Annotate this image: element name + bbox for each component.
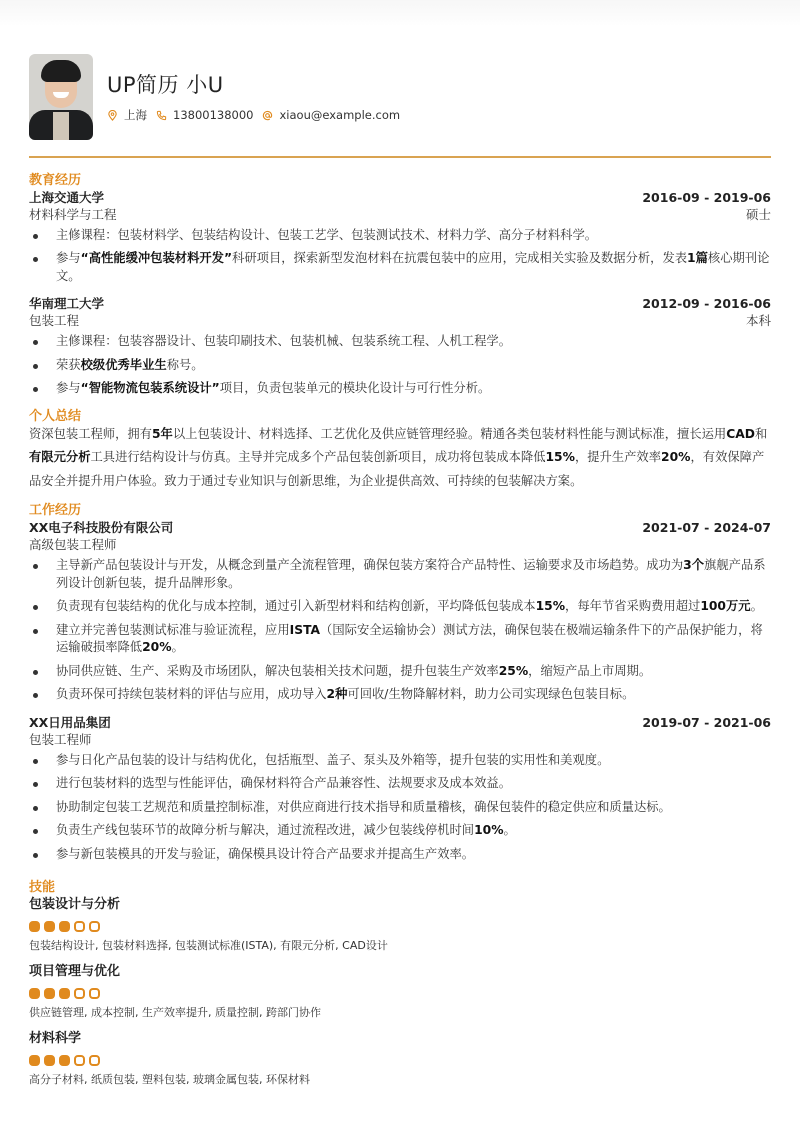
date-range: 2021-07 - 2024-07: [642, 520, 771, 535]
text-run: 。: [503, 823, 516, 837]
job-title: 包装工程师: [29, 731, 92, 747]
resume-page: [29, 54, 771, 1087]
education-section: [29, 172, 771, 398]
emphasis-text: 10%: [474, 823, 504, 837]
rating-dot-filled-icon: [44, 921, 55, 932]
section-title: 教育经历: [29, 172, 82, 188]
skill-name: 材料科学: [29, 1031, 82, 1046]
skill-item: [29, 1030, 771, 1087]
bullet-item: [29, 557, 771, 592]
summary-text: [29, 423, 771, 494]
emphasis-text: “智能物流包装系统设计”: [80, 381, 220, 395]
text-run: 主修课程：包装材料学、包装结构设计、包装工艺学、包装测试技术、材料力学、高分子材料科学。: [56, 227, 598, 242]
work-item: [29, 714, 771, 864]
rating-dot-empty-icon: [74, 921, 85, 932]
bullet-item: [29, 598, 771, 616]
major: 材料科学与工程: [29, 206, 117, 222]
bullet-list: [29, 333, 771, 398]
bullet-item: [29, 822, 771, 840]
text-run: 荣获: [56, 357, 81, 372]
emphasis-text: CAD: [726, 426, 755, 441]
rating-dot-filled-icon: [29, 988, 40, 999]
text-run: 。: [750, 599, 763, 613]
summary-section: [29, 408, 771, 494]
major: 包装工程: [29, 313, 80, 328]
bullet-item: [29, 686, 771, 704]
text-run: 建立并完善包装测试标准与验证流程，应用: [56, 622, 290, 637]
text-run: 可回收/生物降解材料，助力公司实现绿色包装目标。: [347, 687, 635, 701]
bullet-item: [29, 250, 771, 285]
work-section: [29, 502, 771, 863]
emphasis-text: 15%: [535, 599, 566, 613]
bullet-item: [29, 622, 771, 657]
text-run: （国际安全运输协会）测试方法，确保包装在极端运输条件下的产品保护能力，将运输破损率降低: [56, 622, 763, 654]
section-title: 个人总结: [29, 408, 82, 424]
text-run: 。: [171, 640, 184, 654]
emphasis-text: 100万元: [700, 599, 751, 613]
rating-dot-empty-icon: [74, 988, 85, 999]
skill-keywords: 供应链管理, 成本控制, 生产效率提升, 质量控制, 跨部门协作: [29, 1006, 321, 1019]
text-run: 参与: [56, 381, 81, 395]
text-run: 旗舰产品系列设计创新包装，提升品牌形象。: [56, 558, 766, 590]
skill-item: [29, 896, 771, 953]
bullet-item: [29, 357, 771, 375]
text-run: ，每年节省采购费用超过: [565, 599, 701, 613]
text-run: 称号。: [166, 357, 204, 372]
rating-dot-empty-icon: [89, 1055, 100, 1066]
bullet-item: [29, 227, 771, 245]
education-item: [29, 295, 771, 398]
text-run: 主修课程：包装容器设计、包装印刷技术、包装机械、包装系统工程、人机工程学。: [56, 334, 511, 348]
company-name: XX电子科技股份有限公司: [29, 520, 174, 535]
skill-rating: [29, 1055, 771, 1066]
date-range: 2019-07 - 2021-06: [642, 714, 771, 730]
text-run: 负责环保可持续包装材料的评估与应用，成功导入: [56, 687, 327, 701]
skill-rating: [29, 988, 771, 999]
bullet-item: [29, 380, 771, 398]
rating-dot-filled-icon: [59, 921, 70, 932]
skills-section: [29, 879, 771, 1087]
location-icon: [107, 110, 118, 121]
text-run: 参与日化产品包装的设计与结构优化，包括瓶型、盖子、泵头及外箱等，提升包装的实用性和美观度。: [56, 752, 610, 767]
skill-name: 包装设计与分析: [29, 897, 121, 912]
emphasis-text: 有限元分析: [29, 450, 91, 464]
rating-dot-filled-icon: [44, 1055, 55, 1066]
bullet-list: [29, 557, 771, 704]
phone-icon: [156, 110, 167, 121]
bullet-item: [29, 663, 771, 681]
skill-rating: [29, 921, 771, 932]
rating-dot-empty-icon: [74, 1055, 85, 1066]
rating-dot-filled-icon: [29, 921, 40, 932]
contact-phone: [156, 108, 253, 122]
text-run: ，提升生产效率: [574, 450, 662, 464]
school-name: 上海交通大学: [29, 189, 105, 205]
text-run: 科研项目，探索新型发泡材料在抗震包装中的应用，完成相关实验及数据分析，发表: [232, 251, 688, 265]
text-run: 资深包装工程师，拥有: [29, 426, 152, 441]
degree: 本科: [745, 313, 771, 328]
degree: 硕士: [745, 206, 771, 222]
text-run: ，缩短产品上市周期。: [528, 663, 652, 678]
section-title: 工作经历: [29, 503, 82, 518]
date-range: 2012-09 - 2016-06: [642, 296, 771, 311]
resume-header: [29, 54, 771, 140]
candidate-name: UP简历 小U: [107, 73, 224, 97]
emphasis-text: 校级优秀毕业生: [80, 357, 167, 372]
skill-item: [29, 963, 771, 1020]
bullet-item: [29, 752, 771, 770]
bullet-item: [29, 799, 771, 817]
email-icon: [262, 110, 273, 121]
rating-dot-filled-icon: [44, 988, 55, 999]
text-run: 工具进行结构设计与仿真。主导并完成多个产品包装创新项目，成功将包装成本降低: [90, 450, 546, 464]
text-run: 负责现有包装结构的优化与成本控制，通过引入新型材料和结构创新，平均降低包装成本: [56, 599, 536, 613]
rating-dot-filled-icon: [59, 1055, 70, 1066]
profile-photo: [29, 54, 93, 140]
emphasis-text: ISTA: [289, 622, 321, 637]
bullet-item: [29, 775, 771, 793]
emphasis-text: 20%: [661, 450, 691, 464]
header-info: [107, 71, 409, 123]
text-run: 参与新包装模具的开发与验证，确保模具设计符合产品要求并提高生产效率。: [56, 846, 475, 861]
contact-list: [107, 107, 409, 123]
text-run: 进行包装材料的选型与性能评估，确保材料符合产品兼容性、法规要求及成本效益。: [56, 776, 511, 790]
contact-location: [107, 107, 147, 123]
emphasis-text: 20%: [142, 640, 172, 654]
rating-dot-filled-icon: [59, 988, 70, 999]
emphasis-text: 1篇: [687, 251, 708, 265]
text-run: 以上包装设计、材料选择、工艺优化及供应链管理经验。精通各类包装材料性能与测试标准，擅长运用: [172, 426, 727, 441]
school-name: 华南理工大学: [29, 296, 105, 311]
emphasis-text: 15%: [545, 450, 575, 464]
work-item: [29, 519, 771, 704]
education-item: [29, 189, 771, 286]
skill-name: 项目管理与优化: [29, 964, 121, 979]
bullet-list: [29, 752, 771, 864]
text-run: 参与: [56, 251, 81, 265]
job-title: 高级包装工程师: [29, 537, 117, 552]
rating-dot-filled-icon: [29, 1055, 40, 1066]
email-text: xiaou@example.com: [279, 108, 401, 122]
emphasis-text: 5年: [151, 426, 173, 441]
section-title: 技能: [29, 880, 56, 895]
contact-email: [262, 108, 400, 122]
rating-dot-empty-icon: [89, 921, 100, 932]
text-run: 负责生产线包装环节的故障分析与解决，通过流程改进，减少包装线停机时间: [56, 823, 475, 837]
emphasis-text: 3个: [683, 558, 705, 572]
text-run: ，有效保障产品安全并提升用户体验。致力于通过专业知识与创新思维，为企业提供高效、可持续的包装解决方案。: [29, 450, 765, 488]
location-text: 上海: [124, 108, 147, 122]
text-run: 项目，负责包装单元的模块化设计与可行性分析。: [219, 381, 491, 395]
emphasis-text: “高性能缓冲包装材料开发”: [80, 251, 233, 265]
skill-keywords: 高分子材料, 纸质包装, 塑料包装, 玻璃金属包装, 环保材料: [29, 1073, 310, 1086]
text-run: 主导新产品包装设计与开发，从概念到量产全流程管理，确保包装方案符合产品特性、运输要求及市场趋势。成功为: [56, 558, 684, 572]
bullet-item: [29, 333, 771, 351]
phone-text: 13800138000: [173, 108, 254, 122]
text-run: 协助制定包装工艺规范和质量控制标准，对供应商进行技术指导和质量稽核，确保包装件的稳定供应和质量达标。: [56, 799, 671, 814]
text-run: 协同供应链、生产、采购及市场团队，解决包装相关技术问题，提升包装生产效率: [56, 663, 499, 678]
page-top-shade: [0, 0, 800, 26]
date-range: 2016-09 - 2019-06: [642, 189, 771, 205]
company-name: XX日用品集团: [29, 714, 111, 730]
text-run: 和: [754, 426, 768, 441]
text-run: 核心期刊论文。: [56, 251, 770, 283]
bullet-item: [29, 846, 771, 864]
rating-dot-empty-icon: [89, 988, 100, 999]
emphasis-text: 2种: [326, 687, 348, 701]
emphasis-text: 25%: [498, 663, 529, 678]
header-divider: [29, 156, 771, 158]
skill-keywords: 包装结构设计, 包装材料选择, 包装测试标准(ISTA), 有限元分析, CAD设计: [29, 939, 388, 952]
bullet-list: [29, 227, 771, 286]
